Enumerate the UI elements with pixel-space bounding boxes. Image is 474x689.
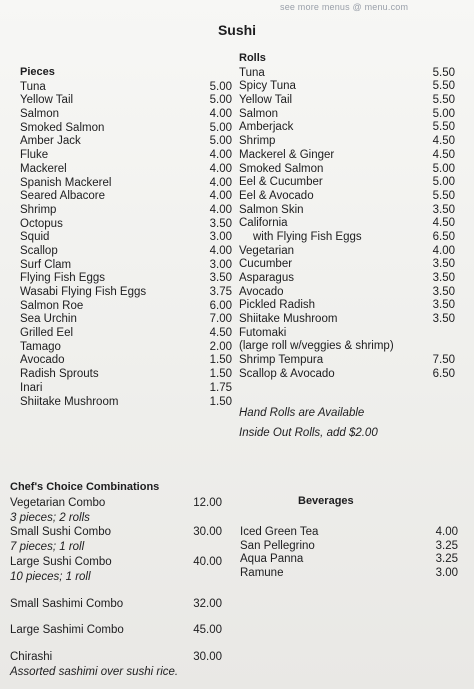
item-price: 4.00 — [209, 244, 232, 257]
roll-item — [239, 258, 469, 272]
item-name: Yellow Tail — [239, 94, 293, 107]
item-price: 4.00 — [209, 176, 232, 189]
roll-item — [239, 190, 469, 204]
beverages-list — [240, 526, 470, 581]
pieces-list — [20, 80, 232, 410]
combo-detail: 10 pieces; 1 roll — [10, 570, 91, 583]
item-name: Seared Albacore — [20, 190, 106, 203]
item-name: Aqua Panna — [240, 553, 304, 566]
chef-list — [10, 496, 230, 680]
item-price: 5.00 — [432, 162, 455, 175]
item-name: Inari — [20, 381, 43, 394]
roll-item — [239, 135, 469, 149]
piece-item — [20, 286, 232, 300]
item-name: Pickled Radish — [239, 299, 316, 312]
piece-item — [20, 244, 232, 259]
inside-out-note: Inside Out Rolls, add $2.00 — [239, 427, 378, 439]
item-price: 2.00 — [209, 340, 232, 353]
item-price: 12.00 — [193, 496, 222, 509]
item-price: 4.00 — [209, 108, 232, 121]
roll-item — [239, 163, 469, 177]
item-name: Small Sushi Combo — [10, 526, 111, 539]
roll-item — [239, 231, 469, 245]
piece-item — [20, 327, 232, 341]
roll-item — [239, 245, 469, 259]
roll-item — [239, 313, 469, 327]
roll-item — [239, 340, 469, 354]
item-name: Smoked Salmon — [239, 162, 324, 175]
piece-item — [20, 121, 232, 136]
item-price: 32.00 — [193, 597, 222, 610]
item-price: 5.00 — [432, 176, 455, 189]
item-price: 30.00 — [193, 526, 222, 539]
spacer — [10, 585, 230, 597]
combo-item — [10, 650, 230, 665]
item-price: 5.00 — [432, 107, 455, 120]
item-price: 3.00 — [435, 567, 458, 580]
roll-item — [239, 272, 469, 286]
item-price: 5.00 — [209, 94, 232, 107]
pieces-heading: Pieces — [20, 66, 55, 78]
item-price: 4.50 — [432, 217, 455, 230]
piece-item — [20, 149, 232, 163]
watermark: see more menus @ menu.com — [280, 2, 409, 12]
piece-item — [20, 299, 232, 314]
rolls-notes — [239, 403, 378, 443]
hand-rolls-note: Hand Rolls are Available — [239, 407, 365, 419]
item-name: San Pellegrino — [240, 539, 315, 552]
beverage-item — [240, 526, 470, 540]
item-price: 1.50 — [209, 395, 232, 408]
item-name: Avocado — [20, 354, 65, 367]
piece-item — [20, 272, 232, 286]
item-price: 3.25 — [435, 553, 458, 566]
combo-detail: 3 pieces; 2 rolls — [10, 511, 90, 524]
combo-item — [10, 555, 230, 570]
item-name: Tuna — [239, 66, 265, 79]
item-name: Futomaki — [239, 326, 287, 339]
item-price: 4.00 — [209, 190, 232, 203]
piece-item — [20, 354, 232, 368]
item-price: 5.00 — [209, 135, 232, 148]
item-name: Flying Fish Eggs — [20, 272, 106, 285]
item-price: 5.00 — [209, 121, 232, 134]
item-price: 5.00 — [209, 80, 232, 93]
piece-item — [20, 395, 232, 410]
combo-item — [10, 525, 230, 540]
rolls-heading: Rolls — [239, 52, 266, 64]
combo-item — [10, 623, 230, 638]
item-name: Spanish Mackerel — [20, 176, 112, 189]
item-price: 3.50 — [209, 217, 232, 230]
roll-item — [239, 121, 469, 135]
item-name: Squid — [20, 231, 50, 244]
beverages-heading: Beverages — [298, 495, 354, 507]
item-price: 4.50 — [432, 135, 455, 148]
piece-item — [20, 340, 232, 355]
item-name: Amber Jack — [20, 135, 81, 148]
item-name: Avocado — [239, 285, 284, 298]
combo-item — [10, 597, 230, 612]
spacer — [10, 638, 230, 650]
item-price: 5.50 — [432, 121, 455, 134]
item-name: Tuna — [20, 80, 46, 93]
item-name: (large roll w/veggies & shrimp) — [239, 340, 394, 353]
beverage-item — [240, 567, 470, 581]
piece-item — [20, 80, 232, 95]
item-price: 3.50 — [432, 299, 455, 312]
item-name: Small Sashimi Combo — [10, 597, 124, 610]
item-name: Scallop — [20, 244, 58, 257]
item-price: 6.50 — [432, 367, 455, 380]
beverage-item — [240, 553, 470, 567]
roll-item — [239, 80, 469, 94]
roll-item — [239, 327, 469, 341]
piece-item — [20, 108, 232, 122]
item-price: 5.50 — [432, 189, 455, 202]
item-name: Yellow Tail — [20, 94, 74, 107]
combo-detail: 7 pieces; 1 roll — [10, 541, 85, 554]
item-name: Vegetarian Combo — [10, 496, 106, 509]
item-price: 3.25 — [435, 539, 458, 552]
item-price: 5.50 — [432, 94, 455, 107]
item-name: Radish Sprouts — [20, 368, 99, 381]
item-name: with Flying Fish Eggs — [253, 230, 362, 243]
item-price: 3.50 — [432, 313, 455, 326]
item-name: Spicy Tuna — [239, 80, 296, 93]
item-price: 3.50 — [432, 285, 455, 298]
beverage-item — [240, 540, 470, 554]
item-price: 4.00 — [435, 526, 458, 538]
rolls-section — [239, 52, 469, 382]
item-price: 3.00 — [209, 231, 232, 244]
roll-item — [239, 286, 469, 300]
item-price: 4.50 — [432, 148, 455, 161]
item-name: Grilled Eel — [20, 327, 74, 340]
item-name: Eel & Avocado — [239, 189, 314, 202]
item-name: Shrimp Tempura — [239, 354, 324, 367]
item-price: 4.50 — [209, 327, 232, 340]
item-price: 4.00 — [432, 244, 455, 257]
item-name: Tamago — [20, 340, 61, 353]
item-name: Shiitake Mushroom — [20, 395, 119, 408]
item-name: Shiitake Mushroom — [239, 313, 338, 326]
piece-item — [20, 190, 232, 204]
rolls-list — [239, 67, 469, 382]
chef-heading: Chef's Choice Combinations — [10, 481, 160, 493]
item-name: Sea Urchin — [20, 313, 77, 326]
item-price: 6.00 — [209, 299, 232, 312]
piece-item — [20, 381, 232, 396]
roll-item — [239, 176, 469, 190]
item-name: Shrimp — [239, 135, 276, 148]
combo-item — [10, 496, 230, 511]
item-name: Large Sushi Combo — [10, 555, 112, 568]
item-price: 3.50 — [209, 272, 232, 285]
item-name: Asparagus — [239, 272, 294, 285]
item-name: Smoked Salmon — [20, 121, 105, 134]
item-price: 5.50 — [432, 66, 455, 79]
roll-item — [239, 67, 469, 81]
chef-section — [10, 480, 230, 680]
item-name: Amberjack — [239, 121, 294, 134]
item-name: Chirashi — [10, 651, 53, 664]
piece-item — [20, 368, 232, 382]
item-price: 7.50 — [432, 354, 455, 367]
item-price: 3.50 — [432, 258, 455, 271]
item-price: 45.00 — [193, 624, 222, 637]
piece-item — [20, 94, 232, 108]
item-price: 3.50 — [432, 272, 455, 285]
item-price: 4.00 — [209, 149, 232, 162]
item-price: 1.50 — [209, 368, 232, 381]
combo-detail: Assorted sashimi over sushi rice. — [10, 665, 179, 678]
item-price: 40.00 — [193, 555, 222, 568]
item-price: 3.00 — [209, 258, 232, 271]
item-price: 3.75 — [209, 286, 232, 299]
item-price: 1.50 — [209, 354, 232, 367]
roll-item — [239, 217, 469, 231]
item-name: Octopus — [20, 217, 63, 230]
item-name: Cucumber — [239, 258, 293, 271]
beverages-section — [240, 526, 470, 581]
piece-item — [20, 203, 232, 218]
roll-item — [239, 299, 469, 313]
item-name: Surf Clam — [20, 258, 72, 271]
roll-item — [239, 94, 469, 108]
item-name: Wasabi Flying Fish Eggs — [20, 286, 147, 299]
menu-title: Sushi — [217, 22, 257, 38]
piece-item — [20, 135, 232, 149]
item-price: 4.00 — [209, 162, 232, 175]
item-name: Salmon Skin — [239, 203, 304, 216]
item-name: Iced Green Tea — [240, 526, 319, 538]
item-name: Shrimp — [20, 203, 57, 216]
item-name: Eel & Cucumber — [239, 176, 323, 189]
roll-item — [239, 108, 469, 122]
item-price: 7.00 — [209, 313, 232, 326]
piece-item — [20, 176, 232, 191]
item-name: Ramune — [240, 567, 284, 580]
item-name: Large Sashimi Combo — [10, 624, 124, 637]
item-price: 1.75 — [209, 381, 232, 394]
item-name: Mackerel — [20, 162, 67, 175]
item-name: Salmon — [239, 107, 278, 120]
item-name: California — [239, 217, 288, 230]
item-price: 6.50 — [432, 230, 455, 243]
item-name: Salmon — [20, 108, 59, 121]
piece-item — [20, 217, 232, 232]
piece-item — [20, 258, 232, 273]
item-name: Vegetarian — [239, 244, 294, 257]
item-price: 3.50 — [432, 203, 455, 216]
roll-item — [239, 354, 469, 368]
item-name: Fluke — [20, 149, 49, 162]
item-price: 5.50 — [432, 80, 455, 93]
piece-item — [20, 313, 232, 327]
roll-item — [239, 149, 469, 163]
item-price: 4.00 — [209, 203, 232, 216]
item-price: 30.00 — [193, 651, 222, 664]
piece-item — [20, 162, 232, 177]
item-name: Salmon Roe — [20, 299, 84, 312]
pieces-section — [20, 66, 232, 409]
spacer — [10, 611, 230, 623]
roll-item — [239, 204, 469, 218]
item-name: Mackerel & Ginger — [239, 148, 335, 161]
item-name: Scallop & Avocado — [239, 367, 335, 380]
roll-item — [239, 368, 469, 382]
piece-item — [20, 231, 232, 245]
